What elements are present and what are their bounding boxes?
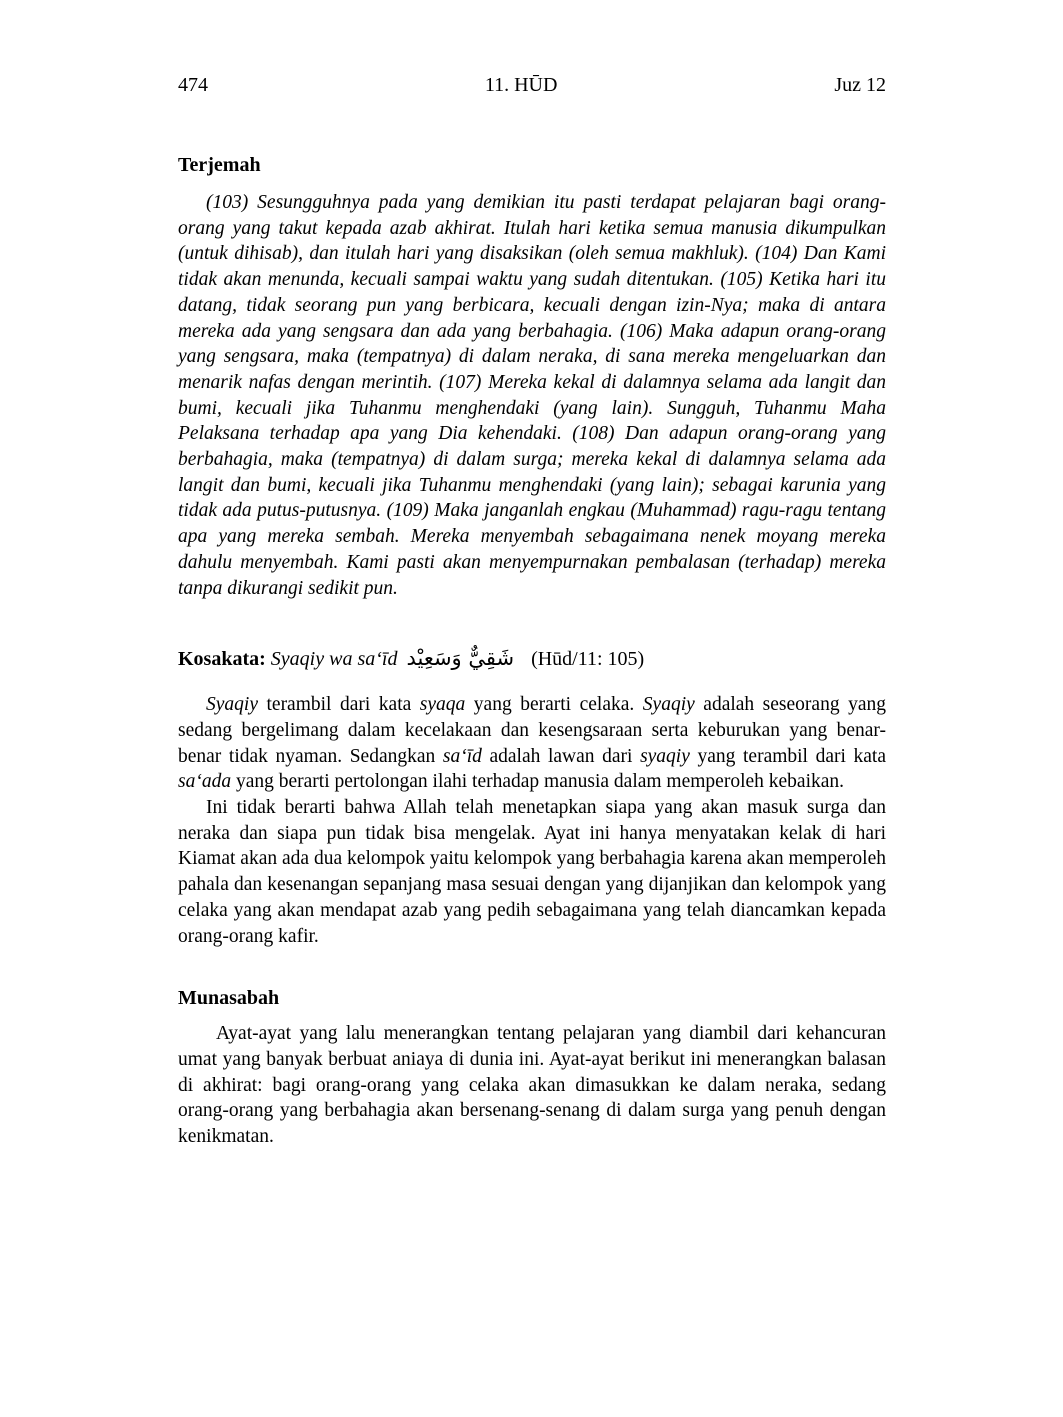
kosakata-term-arabic: شَقِيٌّ وَسَعِيْد xyxy=(406,646,515,671)
kosakata-paragraph-1: Syaqiy terambil dari kata syaqa yang berarti celaka. Syaqiy adalah seseorang yang sedang bergelimang dalam kecelakaan dan kesengsaraan serta keburukan yang benar-benar tidak nyaman. Sedangkan sa‘īd adalah lawan dari syaqiy yang terambil dari kata sa‘ada yang berarti pertolongan ilahi terhadap manusia dalam memperoleh kebaikan. xyxy=(178,694,886,793)
kosakata-paragraph-2: Ini tidak berarti bahwa Allah telah menetapkan siapa yang akan masuk surga dan neraka dan siapa pun tidak bisa mengelak. Ayat ini hanya menyatakan kelak di hari Kiamat akan ada dua kelompok yaitu kelompok yang berbahagia karena akan memperoleh pahala dan kesenangan sepanjang masa sesuai dengan yang dijanjikan dan kelompok yang celaka yang akan mendapat azab yang pedih sebagaimana yang telah diancamkan kepada orang-orang kafir. xyxy=(178,797,886,947)
munasabah-section xyxy=(178,985,886,1150)
kosakata-term-latin: Syaqiy wa sa‘īd xyxy=(270,648,398,671)
running-title: 11. HŪD xyxy=(484,74,558,96)
munasabah-heading: Munasabah xyxy=(178,987,280,1010)
page-header xyxy=(178,72,886,98)
kosakata-reference: (Hūd/11: 105) xyxy=(531,648,645,671)
terjemah-body: (103) Sesungguhnya pada yang demikian itu pasti terdapat pelajaran bagi orang-orang yang takut kepada azab akhirat. Itulah hari ketika semua manusia dikumpulkan (untuk dihisab), dan itulah hari yang disaksikan (oleh semua makhluk). (104) Dan Kami tidak akan menunda, kecuali sampai waktu yang sudah ditentukan. (105) Ketika hari itu datang, tidak seorang pun yang berbicara, kecuali dengan izin-Nya; maka di antara mereka ada yang sengsara dan ada yang berbahagia. (106) Maka adapun orang-orang yang sengsara, maka (tempatnya) di dalam neraka, di sana mereka mengeluarkan dan menarik nafas dengan merintih. (107) Mereka kekal di dalamnya selama ada langit dan bumi, kecuali jika Tuhanmu menghendaki (yang lain). Sungguh, Tuhanmu Maha Pelaksana terhadap apa yang Dia kehendaki. (108) Dan adapun orang-orang yang berbahagia, maka (tempatnya) di dalam surga; mereka kekal di dalamnya selama ada langit dan bumi, kecuali jika Tuhanmu menghendaki (yang lain); sebagai karunia yang tidak ada putus-putusnya. (109) Maka janganlah engkau (Muhammad) ragu-ragu tentang apa yang mereka sembah. Mereka menyembah sebagaimana nenek moyang mereka dahulu menyembah. Kami pasti akan menyempurnakan pembalasan (terhadap) mereka tanpa dikurangi sedikit pun. xyxy=(178,192,886,599)
page-number: 474 xyxy=(178,74,208,96)
kosakata-line xyxy=(178,643,886,674)
terjemah-section xyxy=(178,152,886,601)
terjemah-heading: Terjemah xyxy=(178,154,261,176)
kosakata-section xyxy=(178,643,886,949)
kosakata-heading: Kosakata: xyxy=(178,648,266,671)
munasabah-paragraph: Ayat-ayat yang lalu menerangkan tentang pelajaran yang diambil dari kehancuran umat yang banyak berbuat aniaya di dunia ini. Ayat-ayat berikut ini menerangkan balasan di akhirat: bagi orang-orang yang celaka akan dimasukkan ke dalam neraka, sedang orang-orang yang berbahagia akan bersenang-senang di dalam surga yang penuh dengan kenikmatan. xyxy=(178,1023,886,1148)
juz-label: Juz 12 xyxy=(834,74,886,96)
